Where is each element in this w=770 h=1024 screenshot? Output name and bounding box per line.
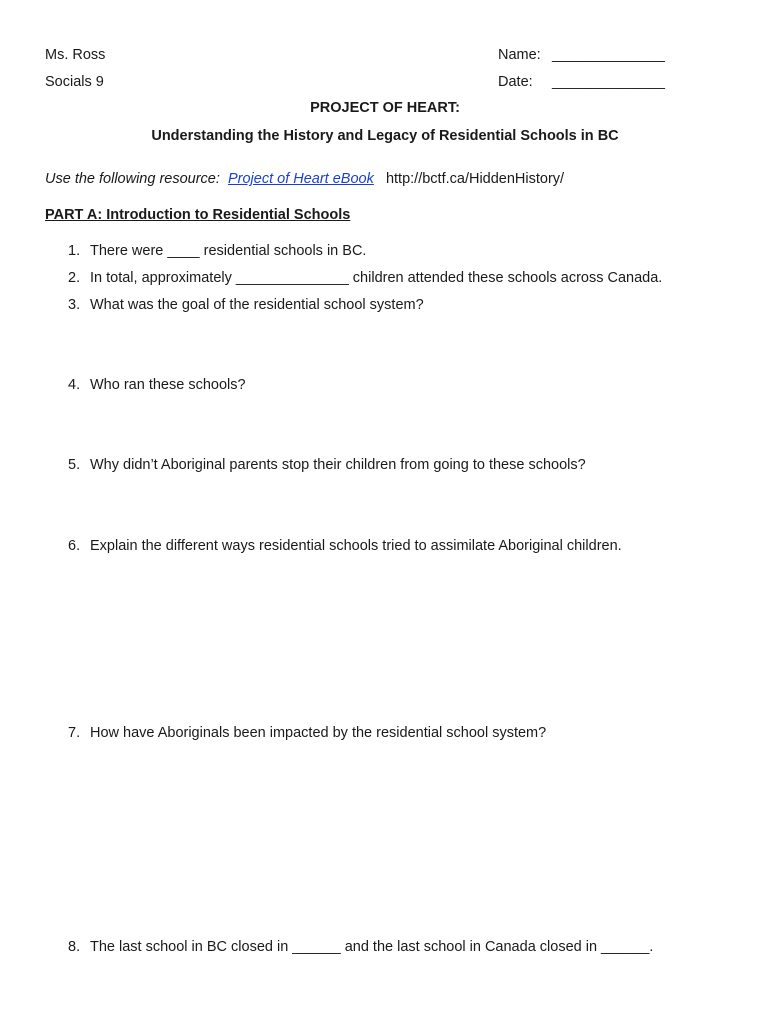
ebook-link[interactable]: Project of Heart eBook bbox=[227, 171, 374, 187]
question-number: 5. bbox=[68, 457, 81, 473]
resource-url[interactable]: http://bctf.ca/HiddenHistory/ bbox=[385, 171, 565, 187]
question-text: How have Aboriginals been impacted by the residential school system? bbox=[90, 725, 547, 741]
part-a-heading: PART A: Introduction to Residential Schools bbox=[45, 207, 351, 223]
question-number: 6. bbox=[68, 538, 81, 554]
question-text: Explain the different ways residential schools tried to assimilate Aboriginal children. bbox=[90, 538, 622, 554]
date-blank: ______________ bbox=[552, 74, 665, 90]
course-name: Socials 9 bbox=[45, 74, 104, 90]
question-number: 2. bbox=[68, 270, 81, 286]
question-number: 8. bbox=[68, 939, 81, 955]
question-text: Why didn’t Aboriginal parents stop their children from going to these schools? bbox=[90, 457, 586, 473]
name-blank: ______________ bbox=[552, 47, 665, 63]
question-text: In total, approximately ______________ children attended these schools across Canada. bbox=[90, 270, 663, 286]
page-subtitle: Understanding the History and Legacy of Residential Schools in BC bbox=[151, 128, 619, 144]
question-number: 4. bbox=[68, 377, 81, 393]
question-text: What was the goal of the residential school system? bbox=[90, 297, 424, 313]
resource-line bbox=[45, 171, 564, 187]
question-text: There were ____ residential schools in BC. bbox=[90, 243, 367, 259]
teacher-name: Ms. Ross bbox=[45, 47, 106, 63]
question-number: 7. bbox=[68, 725, 81, 741]
question-number: 1. bbox=[68, 243, 81, 259]
question-number: 3. bbox=[68, 297, 81, 313]
date-label: Date: bbox=[498, 74, 533, 90]
question-text: The last school in BC closed in ______ and the last school in Canada closed in ______. bbox=[90, 939, 654, 955]
resource-intro: Use the following resource: bbox=[45, 171, 220, 187]
name-label: Name: bbox=[498, 47, 541, 63]
page-title: PROJECT OF HEART: bbox=[310, 100, 460, 116]
question-text: Who ran these schools? bbox=[90, 377, 246, 393]
